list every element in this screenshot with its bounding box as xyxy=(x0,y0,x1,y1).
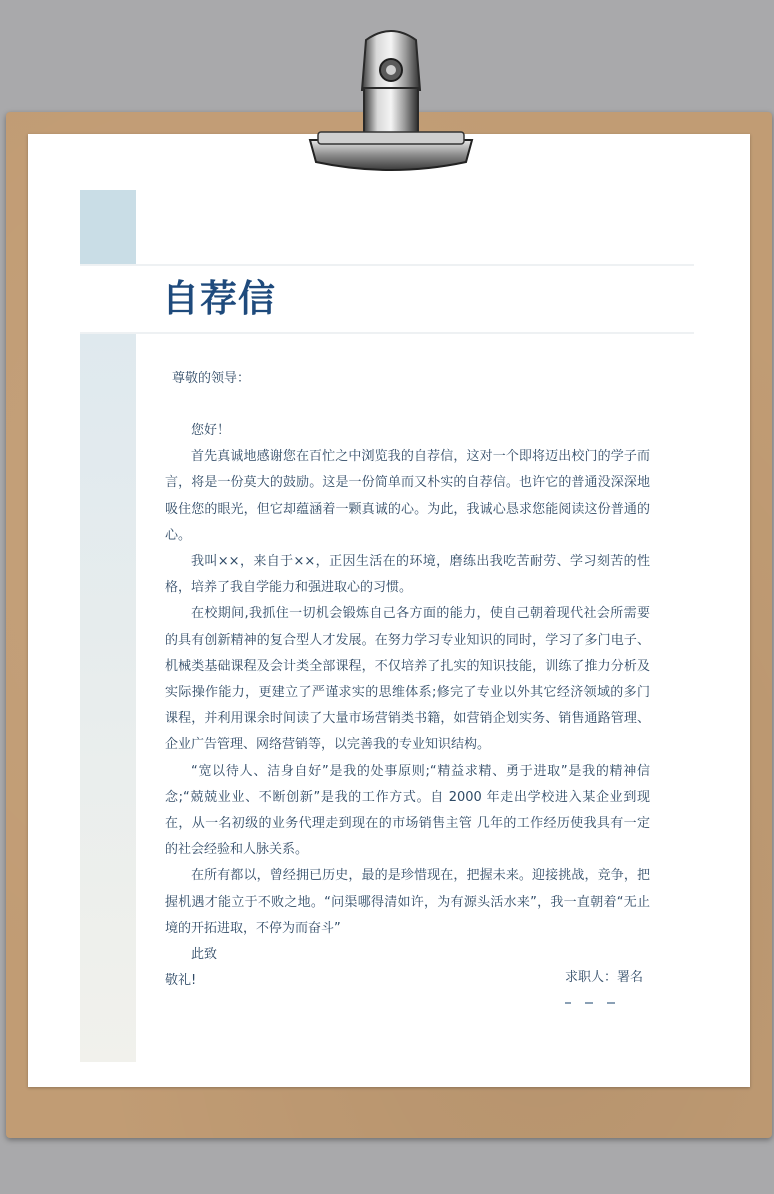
closing-line: 此致 xyxy=(191,947,218,963)
salutation: 尊敬的领导： xyxy=(172,371,251,386)
paragraph: “宽以待人、洁身自好”是我的处事原则;“精益求精、勇于进取”是我的精神信念;“兢兢业业、不断创新”是我的工作方式。自 2000 年走出学校进入某企业到现在，从一名初级的业务代理走到现在的市场销售主管 几年的工作经历使我具有一定的社会经验和人脉关系。 xyxy=(165,763,650,858)
paragraph: 在所有都以，曾经拥已历史，最的是珍惜现在，把握未来。迎接挑战，竞争，把握机遇才能立于不败之地。“问渠哪得清如许，为有源头活水来”，我一直朝着“无止境的开拓进取，不停为而奋斗” xyxy=(165,868,650,936)
page-title: 自荐信 xyxy=(162,277,276,320)
signature: 求职人：署名 xyxy=(565,970,644,985)
paragraph: 我叫××，来自于××，正因生活在的环境，磨练出我吃苦耐劳、学习刻苦的性格，培养了我自学能力和强进取心的习惯。 xyxy=(165,554,650,596)
letter-body xyxy=(165,418,650,994)
divider-line xyxy=(80,264,694,266)
accent-block-top xyxy=(80,190,136,265)
closing-line: 敬礼! xyxy=(165,973,197,989)
binder-clip-icon xyxy=(296,28,476,176)
paragraph: 在校期间,我抓住一切机会锻炼自己各方面的能力，使自己朝着现代社会所需要的具有创新精神的复合型人才发展。在努力学习专业知识的同时，学习了多门电子、机械类基础课程及会计类全部课程，不仅培养了扎实的知识技能，训练了推力分析及实际操作能力，更建立了严谨求实的思维体系;修完了专业以外其它经济领域的多门课程，并利用课余时间读了大量市场营销类书籍，如营销企划实务、销售通路管理、企业广告管理、网络营销等，以完善我的专业知识结构。 xyxy=(165,606,650,753)
greeting: 您好！ xyxy=(191,423,231,438)
divider-line xyxy=(80,332,694,334)
accent-block-side xyxy=(80,334,136,1062)
date-placeholder xyxy=(565,992,645,998)
paragraph: 首先真诚地感谢您在百忙之中浏览我的自荐信，这对一个即将迈出校门的学子而言，将是一份莫大的鼓励。这是一份简单而又朴实的自荐信。也许它的普通没深深地吸住您的眼光，但它却蕴涵着一颗真诚的心。为此，我诚心恳求您能阅读这份普通的心。 xyxy=(165,449,650,543)
